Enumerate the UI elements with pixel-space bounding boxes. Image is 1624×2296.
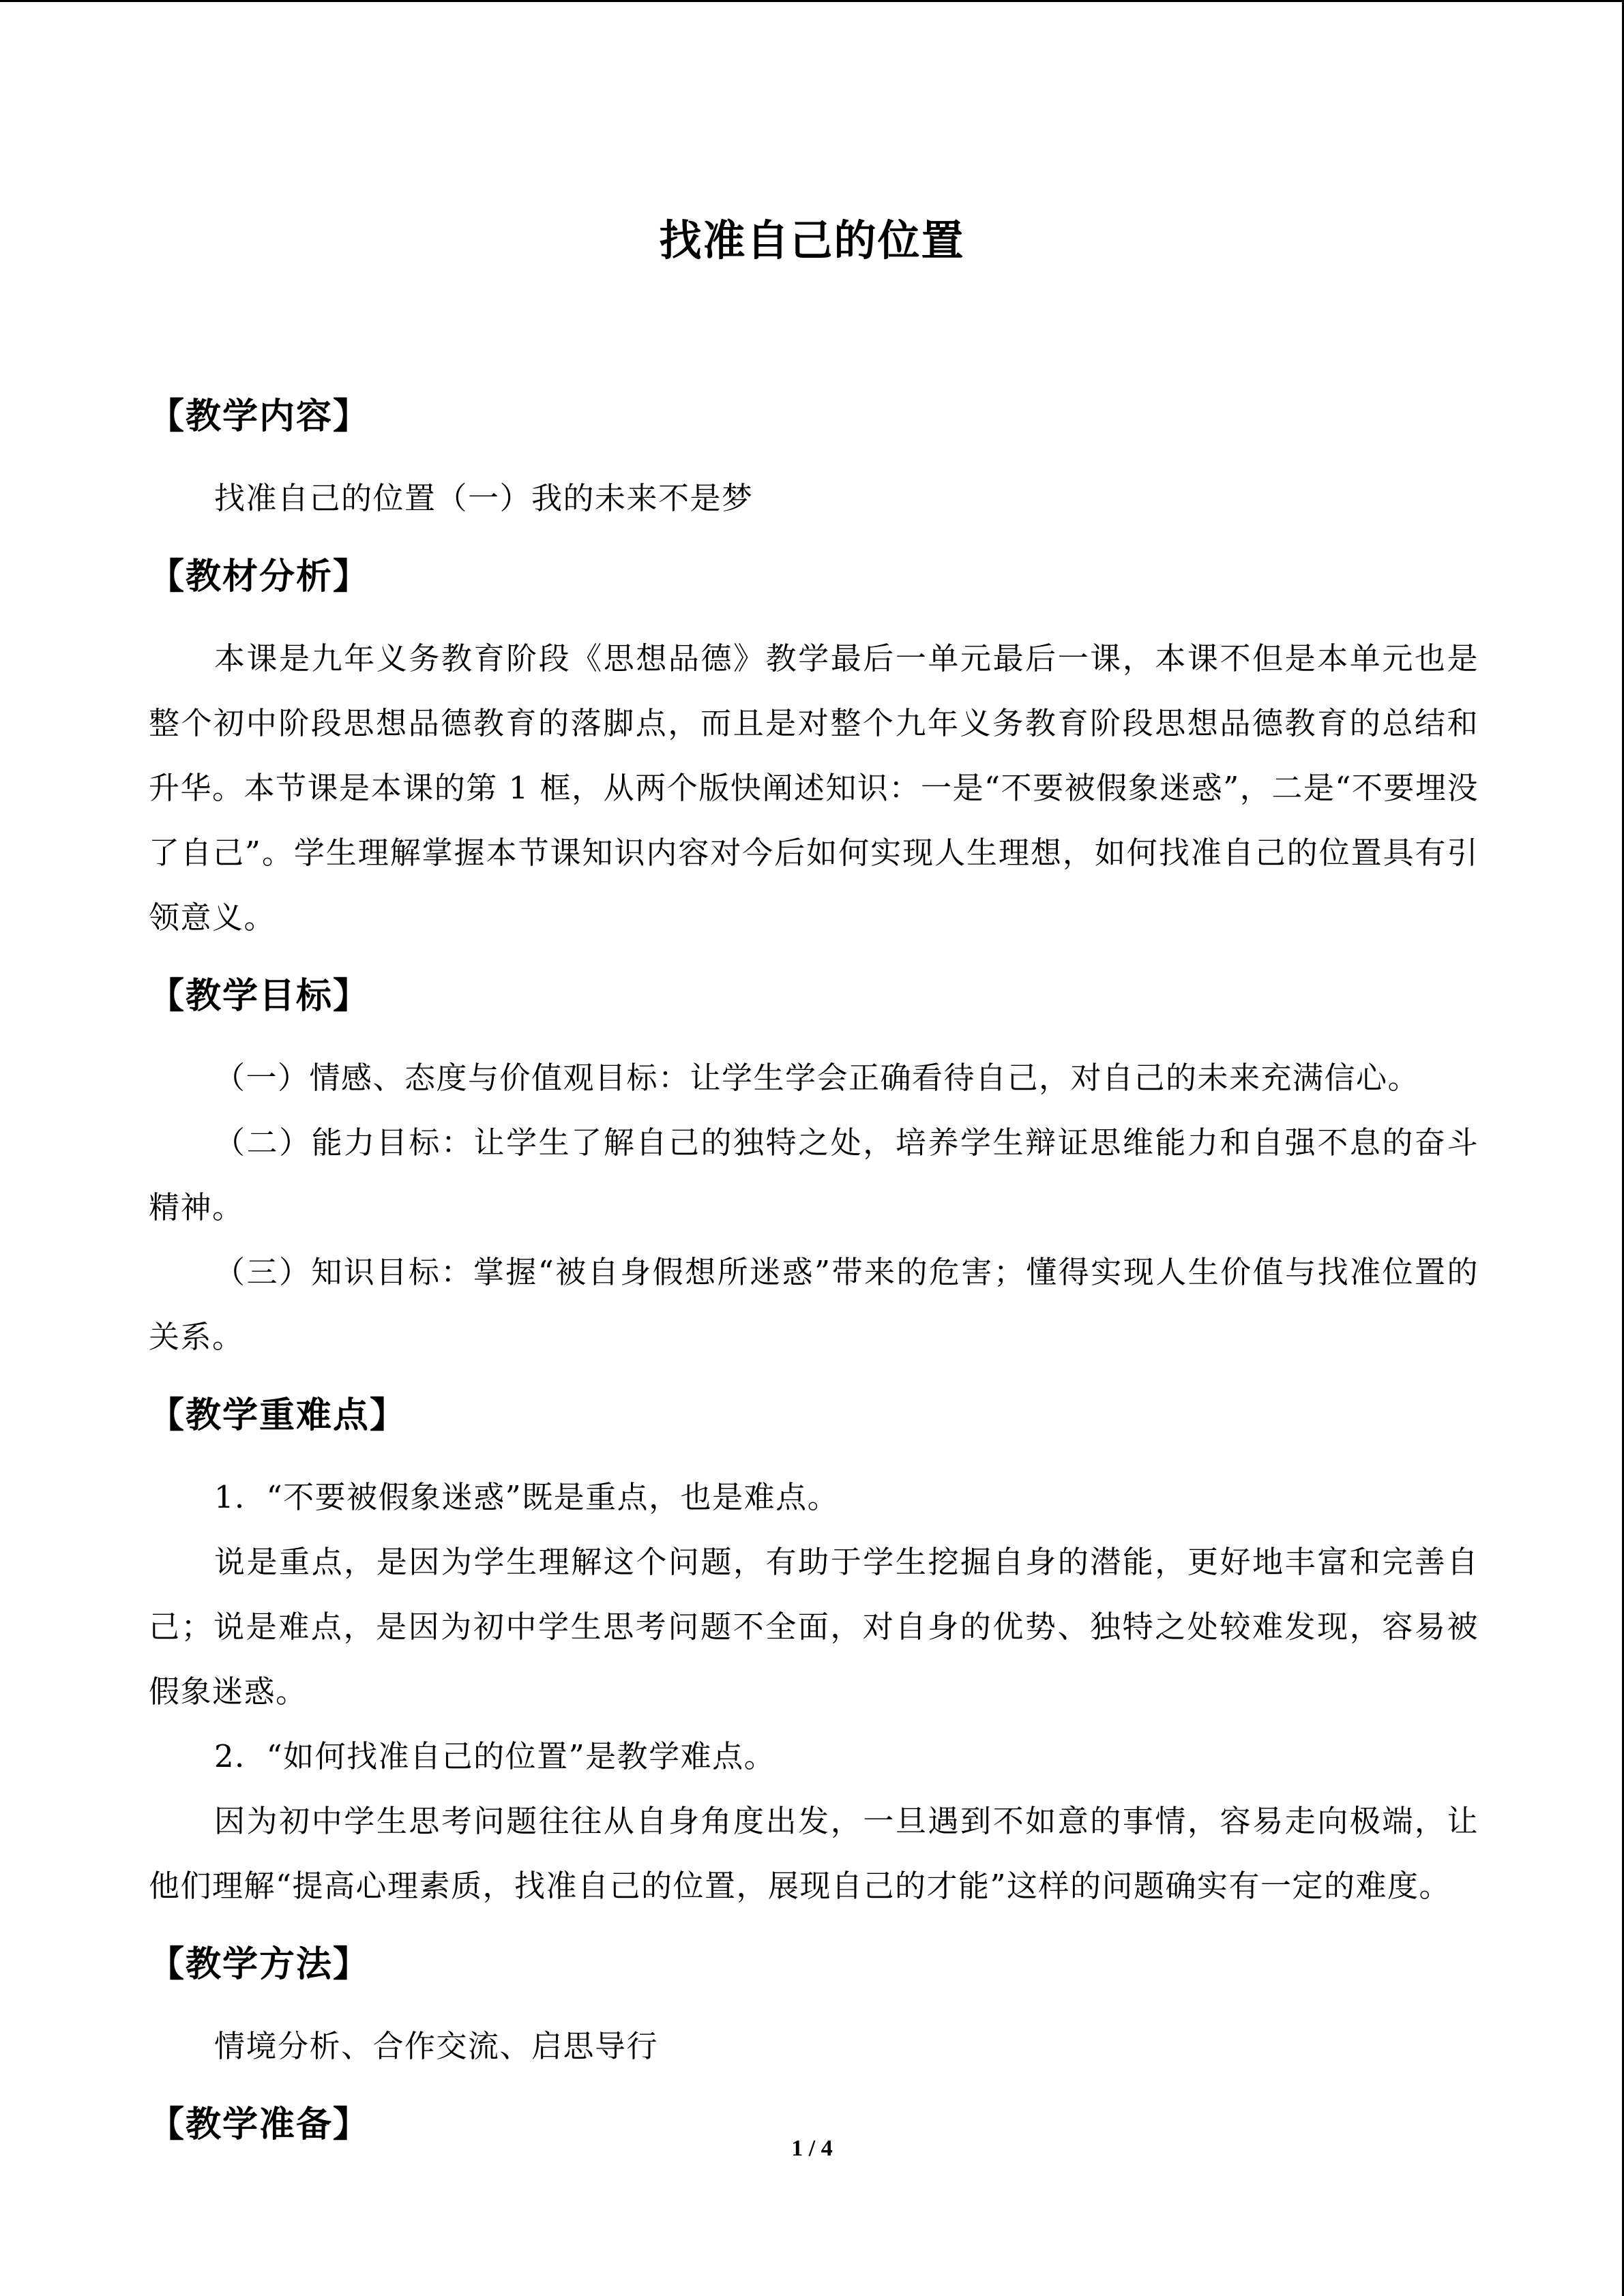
page-number: 1 / 4 (791, 2136, 833, 2161)
section-heading-content: 【教学内容】 (149, 396, 370, 437)
section-heading-goals: 【教学目标】 (149, 976, 370, 1017)
section-heading-analysis: 【教材分析】 (149, 556, 370, 597)
document-body (149, 384, 1479, 2158)
key-point-1: 1．“不要被假象迷惑”既是重点，也是难点。 (214, 1479, 840, 1515)
document-title: 找准自己的位置 (659, 215, 965, 265)
key-point-2-explanation: 因为初中学生思考问题往往从自身角度出发，一旦遇到不如意的事情，容易走向极端，让他们理解“提高心理素质，找准自己的位置，展现自己的才能”这样的问题确实有一定的难度。 (149, 1803, 1479, 1904)
section-heading-methods: 【教学方法】 (149, 1944, 370, 1985)
section-heading-preparation: 【教学准备】 (149, 2104, 370, 2145)
key-point-1-explanation: 说是重点，是因为学生理解这个问题，有助于学生挖掘自身的潜能，更好地丰富和完善自己；说是难点，是因为初中学生思考问题不全面，对自身的优势、独特之处较难发现，容易被假象迷惑。 (149, 1544, 1479, 1710)
goal-knowledge-paragraph: （三）知识目标：掌握“被自身假想所迷惑”带来的危害；懂得实现人生价值与找准位置的关系。 (149, 1254, 1479, 1355)
content-paragraph: 找准自己的位置（一）我的未来不是梦 (214, 480, 754, 516)
analysis-paragraph: 本课是九年义务教育阶段《思想品德》教学最后一单元最后一课，本课不但是本单元也是整个初中阶段思想品德教育的落脚点，而且是对整个九年义务教育阶段思想品德教育的总结和升华。本节课是本课的第 1 框，从两个版快阐述知识：一是“不要被假象迷惑”，二是“不要埋没了自己”。学生理解掌握本节课知识内容对今后如何实现人生理想，如何找准自己的位置具有引领意义。 (149, 640, 1479, 936)
methods-paragraph: 情境分析、合作交流、启思导行 (214, 2028, 659, 2064)
section-heading-key-points: 【教学重难点】 (149, 1395, 407, 1436)
key-point-2: 2．“如何找准自己的位置”是教学难点。 (214, 1738, 776, 1774)
goal-emotion-paragraph: （一）情感、态度与价值观目标：让学生学会正确看待自己，对自己的未来充满信心。 (214, 1060, 1420, 1096)
goal-ability-paragraph: （二）能力目标：让学生了解自己的独特之处，培养学生辩证思维能力和自强不息的奋斗精神。 (149, 1124, 1479, 1225)
